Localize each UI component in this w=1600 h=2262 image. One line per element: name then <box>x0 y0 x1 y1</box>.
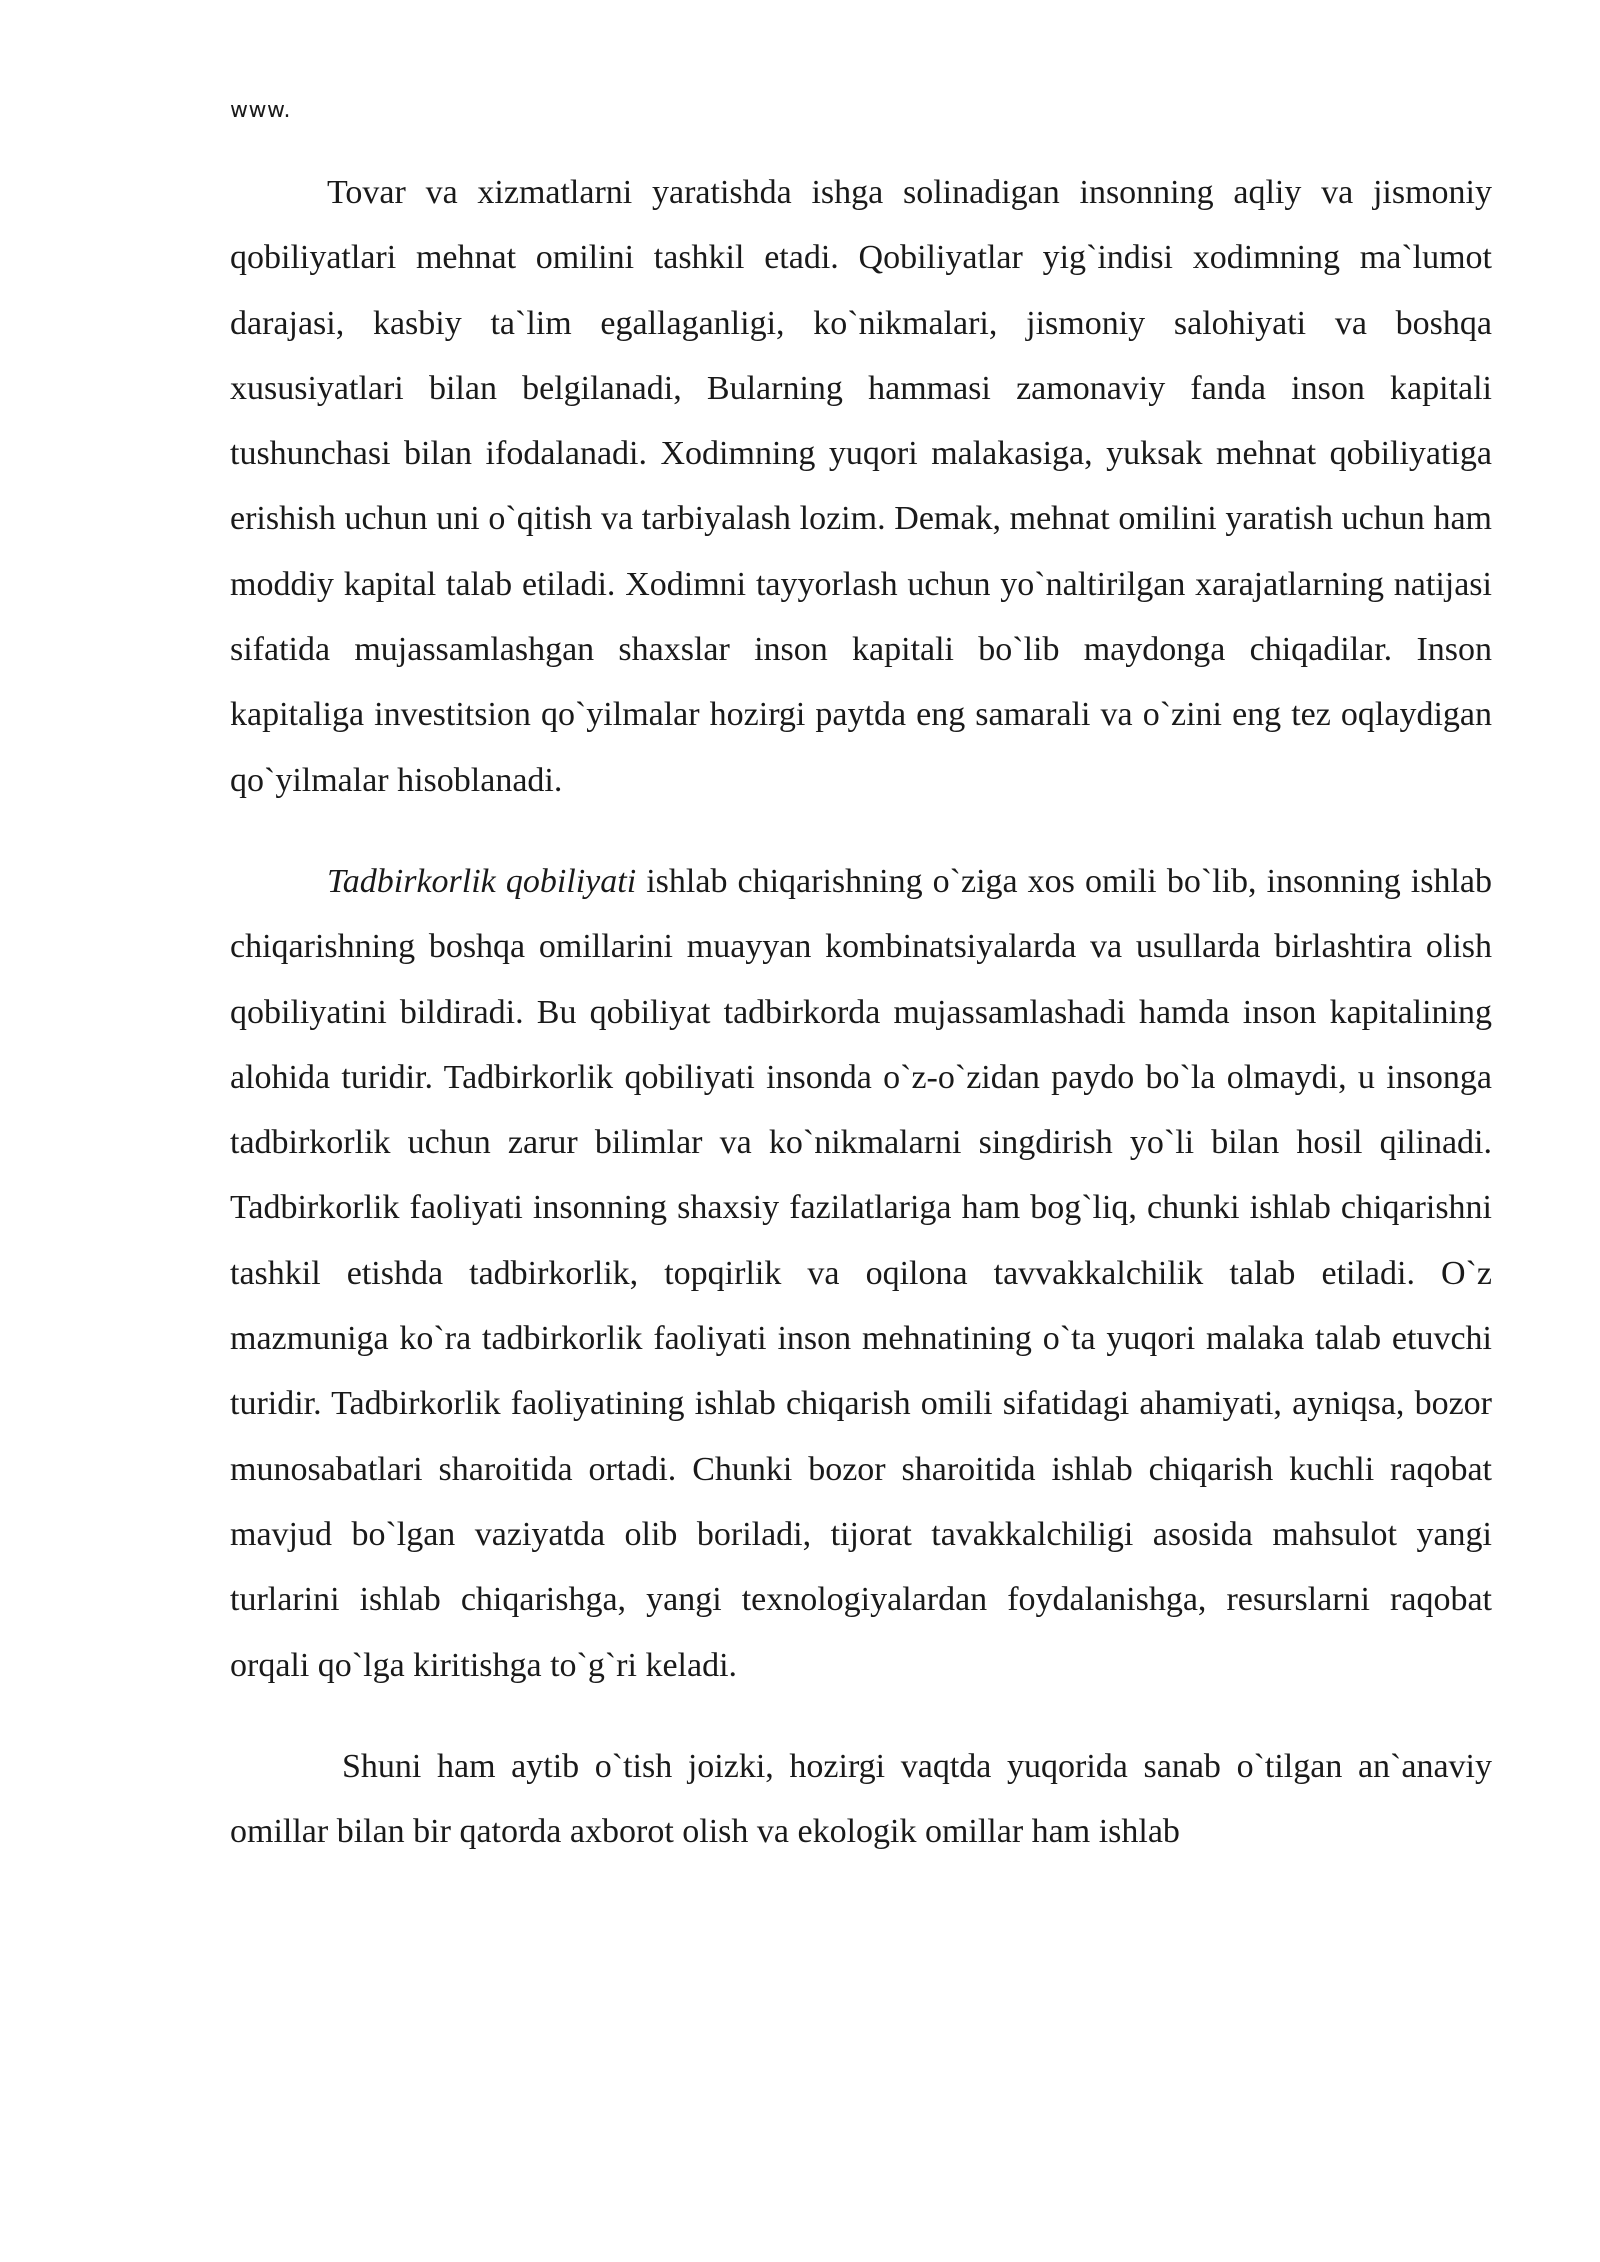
header-url-text: www. <box>230 98 291 123</box>
paragraph-additional-factors <box>230 1734 1492 1865</box>
italic-term: Tadbirkorlik qobiliyati <box>327 862 637 900</box>
document-body <box>230 160 1492 1900</box>
paragraph-text: Shuni ham aytib o`tish joizki, hozirgi vaqtda yuqorida sanab o`tilgan an`anaviy omillar bilan bir qatorda axborot olish va ekologik omillar ham ishlab <box>230 1747 1492 1851</box>
paragraph-entrepreneurship <box>230 849 1492 1698</box>
paragraph-text: Tovar va xizmatlarni yaratishda ishga solinadigan insonning aqliy va jismoniy qobiliyatlari mehnat omilini tashkil etadi. Qobiliyatlar yig`indisi xodimning ma`lumot darajasi, kasbiy ta`lim egallaganligi, ko`nikmalari, jismoniy salohiyati va boshqa xususiyatlari bilan belgilanadi, Bularning hammasi zamonaviy fanda inson kapitali tushunchasi bilan ifodalanadi. Xodimning yuqori malakasiga, yuksak mehnat qobiliyatiga erishish uchun uni o`qitish va tarbiyalash lozim. Demak, mehnat omilini yaratish uchun ham moddiy kapital talab etiladi. Xodimni tayyorlash uchun yo`naltirilgan xarajatlarning natijasi sifatida mujassamlashgan shaxslar inson kapitali bo`lib maydonga chiqadilar. Inson kapitaliga investitsion qo`yilmalar hozirgi paytda eng samarali va o`zini eng tez oqlaydigan qo`yilmalar hisoblanadi. <box>230 174 1492 799</box>
paragraph-labor-factor <box>230 160 1492 813</box>
paragraph-text: ishlab chiqarishning o`ziga xos omili bo`lib, insonning ishlab chiqarishning boshqa omillarini muayyan kombinatsiyalarda va usullarda birlashtira olish qobiliyatini bildiradi. Bu qobiliyat tadbirkorda mujassamlashadi hamda inson kapitalining alohida turidir. Tadbirkorlik qobiliyati insonda o`z-o`zidan paydo bo`la olmaydi, u insonga tadbirkorlik uchun zarur bilimlar va ko`nikmalarni singdirish yo`li bilan hosil qilinadi. Tadbirkorlik faoliyati insonning shaxsiy fazilatlariga ham bog`liq, chunki ishlab chiqarishni tashkil etishda tadbirkorlik, topqirlik va oqilona tavvakkalchilik talab etiladi. O`z mazmuniga ko`ra tadbirkorlik faoliyati inson mehnatining o`ta yuqori malaka talab etuvchi turidir. Tadbirkorlik faoliyatining ishlab chiqarish omili sifatidagi ahamiyati, ayniqsa, bozor munosabatlari sharoitida ortadi. Chunki bozor sharoitida ishlab chiqarish kuchli raqobat mavjud bo`lgan vaziyatda olib boriladi, tijorat tavakkalchiligi asosida mahsulot yangi turlarini ishlab chiqarishga, yangi texnologiyalardan foydalanishga, resurslarni raqobat orqali qo`lga kiritishga to`g`ri keladi. <box>230 862 1493 1684</box>
